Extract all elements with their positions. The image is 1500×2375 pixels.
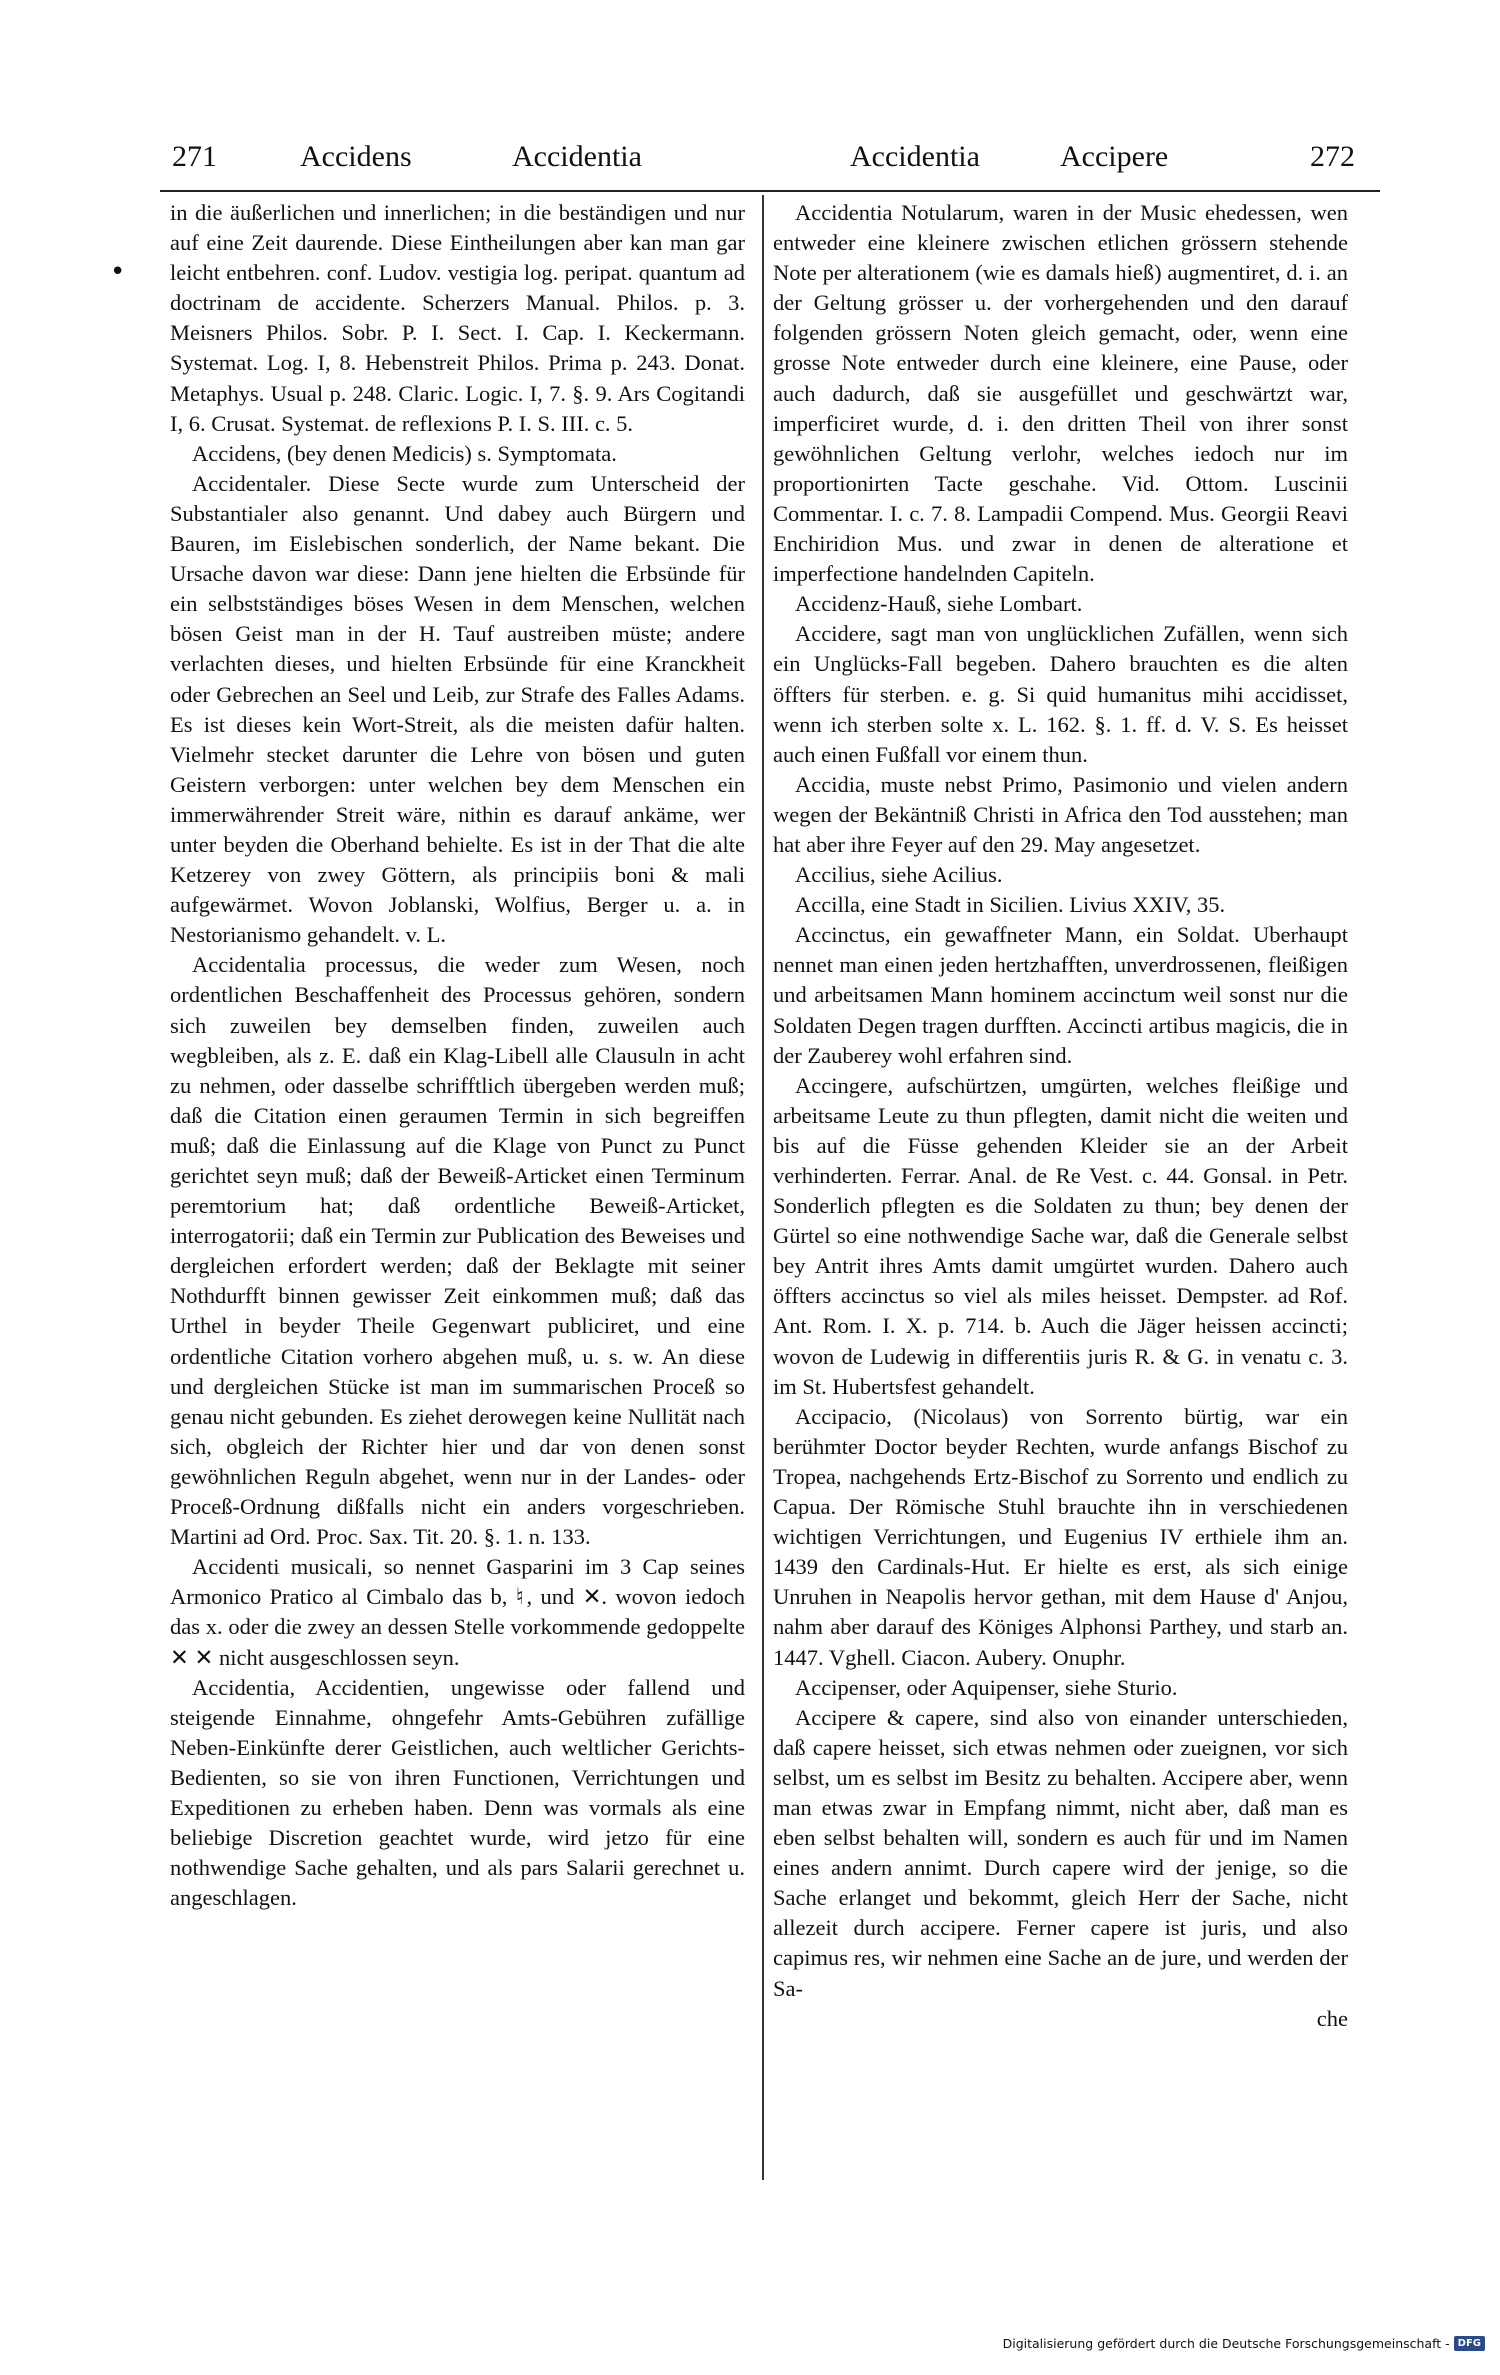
entry-paragraph: Accipere & capere, sind also von einander unterschieden, daß capere heisset, sich etwas nehmen oder zueignen, vor sich selbst, um es selbst im Besitz zu behalten. Accipere aber, wenn man etwas zwar in Empfang nimmt, nicht aber, daß man es eben selbst behalten will, sondern es auch für und im Namen eines andern annimt. Durch capere wird der jenige, so die Sache erlanget und bekommt, gleich Herr der Sache, nicht allezeit durch accipere. Ferner capere ist juris, und also capimus res, wir nehmen eine Sache an de jure, und werden der Sa- [773,1704,1348,2001]
left-page-number: 271 [172,140,217,173]
entry-paragraph: Accilius, siehe Acilius. [795,862,1003,888]
header-rule [160,190,1380,192]
right-catchword-1: Accidentia [850,140,980,173]
column-divider [762,195,764,2180]
right-page-number: 272 [1310,140,1355,173]
entry-paragraph: Accipenser, oder Aquipenser, siehe Sturio. [795,1674,1178,1700]
entry-paragraph: in die äußerlichen und innerlichen; in die beständigen und nur auf eine Zeit daurende. Diese Eintheilungen aber kan man gar leicht entbehren. conf. Ludov. vestigia log. peripat. quantum ad doctrinam de accidente. Scherzers Manual. Philos. p. 3. Meisners Philos. Sobr. P. I. Sect. I. Cap. I. Keckermann. Systemat. Log. I, 8. Hebenstreit Philos. Prima p. 243. Donat. Metaphys. Usual p. 248. Claric. Logic. I, 7. §. 9. Ars Cogitandi I, 6. Crusat. Systemat. de reflexions P. I. S. III. c. 5. [170,200,745,436]
running-header [160,140,1380,188]
entry-paragraph: Accidens, (bey denen Medicis) s. Symptomata. [192,440,617,466]
left-catchword-2: Accidentia [512,140,642,173]
entry-paragraph: Accidenz-Hauß, siehe Lombart. [795,591,1083,617]
entry-paragraph: Accilla, eine Stadt in Sicilien. Livius XXIV, 35. [795,892,1226,918]
right-column [773,198,1348,2188]
entry-paragraph: Accingere, aufschürtzen, umgürten, welches fleißige und arbeitsame Leute zu thun pflegten, damit nicht die weiten und bis auf die Füsse gehenden Kleider sie an der Arbeit verhinderten. Ferrar. Anal. de Re Vest. c. 44. Gonsal. in Petr. Sonderlich pflegten es die Soldaten zu thun; bey denen der Gürtel so eine nothwendige Sache war, daß die Generale selbst bey Antrit ihres Amts damit umgürtet wurden. Dahero auch öffters accinctus so viel als miles heisset. Dempster. ad Rof. Ant. Rom. I. X. p. 714. b. Auch die Jäger heissen accincti; wovon de Ludewig in differentiis juris R. & G. in venatu c. 3. im St. Hubertsfest gehandelt. [773,1072,1348,1399]
entry-paragraph: Accipacio, (Nicolaus) von Sorrento bürtig, war ein berühmter Doctor beyder Rechten, wurde anfangs Bischof zu Tropea, nachgehends Ertz-Bischof zu Sorrento und endlich zu Capua. Der Römische Stuhl brauchte ihn in verschiedenen wichtigen Verrichtungen, und Eugenius IV erthiele ihm an. 1439 den Cardinals-Hut. Er hielte es erst, als sich einige Unruhen in Neapolis hervor gethan, mit dem Hause d' Anjou, nahm aber darauf des Königes Alphonsi Parthey, und starb an. 1447. Vghell. Ciacon. Aubery. Onuphr. [773,1403,1348,1670]
entry-paragraph: Accidentaler. Diese Secte wurde zum Unterscheid der Substantialer also genannt. Und dabey auch Bürgern und Bauren, im Eislebischen sonderlich, der Name bekant. Die Ursache davon war diese: Dann jene hielten die Erbsünde für ein selbstständiges böses Wesen in dem Menschen, welchen bösen Geist man in der H. Tauf austreiben müste; andere verlachten dieses, und hielten Erbsünde für eine Kranckheit oder Gebrechen an Seel und Leib, zur Strafe des Falles Adams. Es ist dieses kein Wort-Streit, als die meisten dafür halten. Vielmehr stecket darunter die Lehre von bösen und guten Geistern verborgen: unter welchen bey dem Menschen ein immerwährender Streit wäre, nithin es darauf ankäme, wer unter beyden die Oberhand behielte. Es ist in der That die alte Ketzerey von zwey Göttern, als principiis boni & mali aufgewärmet. Wovon Joblanski, Wolfius, Berger u. a. in Nestorianismo gehandelt. v. L. [170,470,745,948]
digitization-footer [1002,2332,1485,2354]
entry-paragraph: Accidentia Notularum, waren in der Music ehedessen, wen entweder eine kleinere zwischen etlichen grössern stehende Note per alterationem (wie es damals hieß) augmentiret, d. i. an der Geltung grösser u. der vorhergehenden und den darauf folgenden grössern Noten gleich gemacht, oder, wenn eine grosse Note entweder durch eine kleinere, eine Pause, oder auch dadurch, daß sie ausgefüllet und geschwärtzt war, imperficiret wurde, d. i. den dritten Theil von ihrer sonst gewöhnlichen Geltung verlohr, welches iedoch nur im proportionirten Tacte geschahe. Vid. Ottom. Luscinii Commentar. I. c. 7. 8. Lampadii Compend. Mus. Georgii Reavi Enchiridion Mus. und zwar in denen de alteratione et imperfectione handelnden Capiteln. [773,200,1348,587]
entry-paragraph: Accidenti musicali, so nennet Gasparini im 3 Cap seines Armonico Pratico al Cimbalo das b, ♮, und ✕. wovon iedoch das x. oder die zwey an dessen Stelle vorkommende gedoppelte ✕ ✕ nicht ausgeschlossen seyn. [170,1554,745,1670]
right-catchword-2: Accipere [1060,140,1169,173]
left-column [170,198,745,2188]
margin-mark: • [110,257,126,287]
footer-text: Digitalisierung gefördert durch die Deutsche Forschungsgemeinschaft - [1002,2335,1450,2351]
left-catchword-1: Accidens [300,140,412,173]
entry-paragraph: Accidentalia processus, die weder zum Wesen, noch ordentlichen Beschaffenheit des Processus gehören, sondern sich zuweilen bey demselben finden, zuweilen auch wegbleiben, als z. E. daß ein Klag-Libell alle Clausuln in acht zu nehmen, oder dasselbe schrifftlich übergeben werden muß; daß die Citation einen geraumen Termin in sich begreiffen muß; daß die Einlassung auf die Klage von Punct zu Punct gerichtet seyn muß; daß der Beweiß-Articket einen Terminum peremtorium hat; daß ordentliche Beweiß-Articket, interrogatorii; daß ein Termin zur Publication des Beweises und dergleichen erfordert werden; daß der Beklagte mit seiner Nothdurfft binnen gewisser Zeit einkommen muß; daß das Urthel in beyder Theile Gegenwart publiciret, und eine ordentliche Citation vorhero abgehen muß, u. s. w. An diese und dergleichen Stücke ist man im summarischen Proceß so genau nicht gebunden. Es ziehet derowegen keine Nullität nach sich, obgleich der Richter hier und dar von denen sonst gewöhnlichen Reguln abgehet, wenn nur in der Landes- oder Proceß-Ordnung dißfalls nicht ein anders vorgeschrieben. Martini ad Ord. Proc. Sax. Tit. 20. §. 1. n. 133. [170,952,745,1550]
entry-paragraph: Accidia, muste nebst Primo, Pasimonio und vielen andern wegen der Bekäntniß Christi in Africa den Tod ausstehen; man hat aber ihre Feyer auf den 29. May angesetzet. [773,771,1348,857]
dfg-logo: DFG [1454,2336,1485,2351]
entry-paragraph: Accinctus, ein gewaffneter Mann, ein Soldat. Uberhaupt nennet man einen jeden hertzhafften, unverdrossenen, fleißigen und arbeitsamen Mann hominem accinctum weil sonst nur die Soldaten Degen tragen durfften. Accincti artibus magicis, die in der Zauberey wohl erfahren sind. [773,922,1348,1068]
entry-paragraph: Accidere, sagt man von unglücklichen Zufällen, wenn sich ein Unglücks-Fall begeben. Dahero brauchten es die alten öffters für sterben. e. g. Si quid humanitus mihi accidisset, wenn ich sterben solte x. L. 162. §. 1. ff. d. V. S. Es heisset auch einen Fußfall vor einem thun. [773,621,1348,767]
catchword: che [1316,2005,1348,2031]
entry-paragraph: Accidentia, Accidentien, ungewisse oder fallend und steigende Einnahme, ohngefehr Amts-Gebühren zufällige Neben-Einkünfte derer Geistlichen, auch weltlicher Gerichts-Bedienten, so sie von ihren Functionen, Verrichtungen und Expeditionen zu erheben haben. Denn was vormals als eine beliebige Discretion geachtet wurde, wird jetzo für eine nothwendige Sache gehalten, und als pars Salarii gerechnet u. angeschlagen. [170,1674,745,1911]
